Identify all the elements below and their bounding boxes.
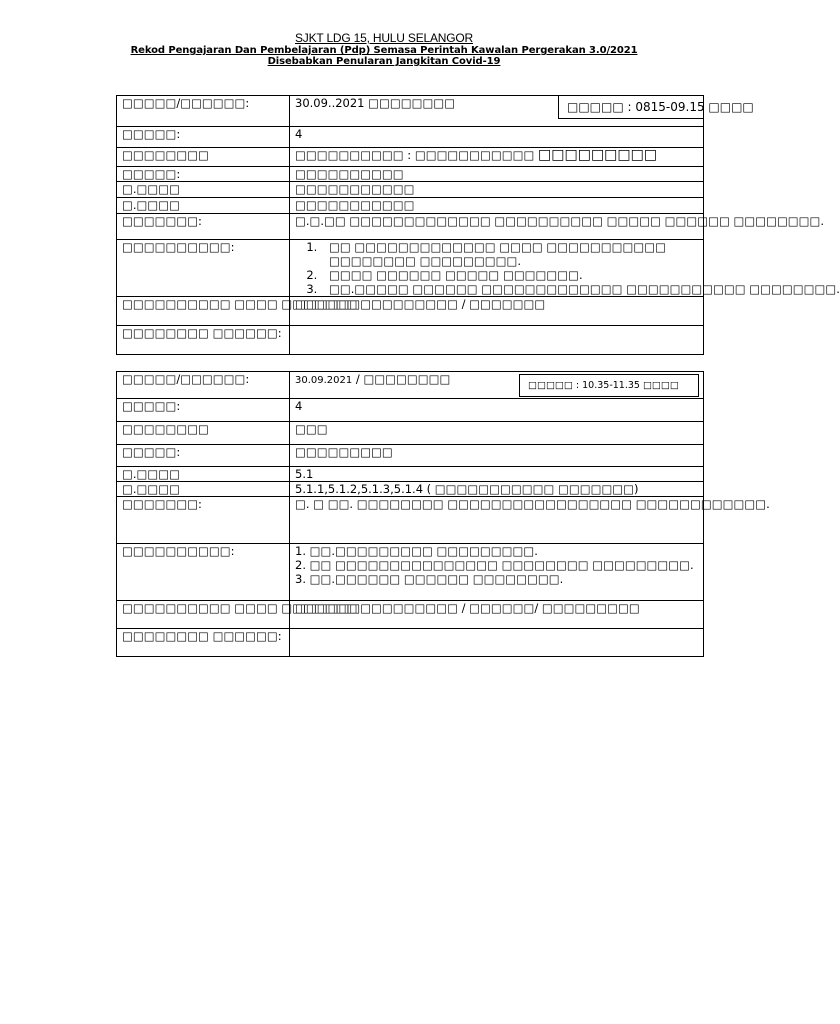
label-media: □□□□□□□□□□ □□□□ □□□□□□□ — [117, 601, 290, 629]
cell-activity — [290, 240, 840, 297]
activity-list — [295, 544, 698, 586]
value-objective: □. □ □□. □□□□□□□□ □□□□□□□□□□□□□□□□□ □□□□□□□□□□□□. — [290, 497, 704, 544]
value-content-standard: □□□□□□□□□□□ — [290, 182, 704, 198]
row-reflection — [117, 326, 704, 355]
school-name: SJKT LDG 15, HULU SELANGOR — [295, 31, 473, 45]
value-content-standard: 5.1 — [290, 467, 704, 482]
label-content-standard: □.□□□□ — [117, 182, 290, 198]
row-activity — [117, 544, 704, 601]
label-objective: □□□□□□□: — [117, 214, 290, 240]
cell-date — [290, 372, 704, 399]
row-learning-standard — [117, 198, 704, 214]
label-date: □□□□□/□□□□□□: — [117, 96, 290, 127]
list-item: 3. □□.□□□□□□ □□□□□□ □□□□□□□□. — [295, 572, 564, 586]
activity-list — [295, 240, 840, 296]
value-topic: □□□□□□□□□ — [290, 445, 704, 467]
label-content-standard: □.□□□□ — [117, 467, 290, 482]
row-topic — [117, 167, 704, 182]
cell-subject — [290, 148, 704, 167]
value-topic: □□□□□□□□□□ — [290, 167, 704, 182]
value-class: 4 — [290, 127, 704, 148]
label-class: □□□□□: — [117, 127, 290, 148]
list-item: 1. □□ □□□□□□□□□□□□□ □□□□ □□□□□□□□□□□ □□□□□□□□ □□□□□□□□□. — [321, 240, 698, 268]
label-media: □□□□□□□□□□ □□□□ □□□□□□□ — [117, 297, 290, 326]
row-content-standard — [117, 182, 704, 198]
value-subject-b: □□□□□□□□□ — [538, 147, 658, 163]
row-class — [117, 399, 704, 422]
row-date — [117, 372, 704, 399]
value-media: □□□□□□□□□□□□□□□ / □□□□□□□ — [290, 297, 704, 326]
value-date: 30.09..2021 □□□□□□□□ — [295, 96, 456, 110]
row-activity — [117, 240, 704, 297]
row-class — [117, 127, 704, 148]
value-class: 4 — [290, 399, 704, 422]
value-subject: □□□ — [290, 422, 704, 445]
label-activity: □□□□□□□□□□: — [117, 544, 290, 601]
time-box: □□□□□ : 0815-09.15 □□□□ — [558, 95, 704, 119]
label-reflection: □□□□□□□□ □□□□□□: — [117, 326, 290, 355]
value-learning-standard: □□□□□□□□□□□ — [290, 198, 704, 214]
label-subject: □□□□□□□□ — [117, 422, 290, 445]
row-reflection — [117, 629, 704, 657]
label-class: □□□□□: — [117, 399, 290, 422]
document-subtitle — [0, 45, 768, 67]
value-reflection — [290, 326, 704, 355]
row-topic — [117, 445, 704, 467]
label-reflection: □□□□□□□□ □□□□□□: — [117, 629, 290, 657]
value-reflection — [290, 629, 704, 657]
value-objective: □.□.□□ □□□□□□□□□□□□□ □□□□□□□□□□ □□□□□ □□□□□□ □□□□□□□□. — [290, 214, 704, 240]
label-learning-standard: □.□□□□ — [117, 482, 290, 497]
row-media — [117, 601, 704, 629]
value-learning-standard: 5.1.1,5.1.2,5.1.3,5.1.4 ( □□□□□□□□□□□ □□□□□□□) — [290, 482, 704, 497]
row-objective — [117, 497, 704, 544]
time-box: □□□□□ : 10.35-11.35 □□□□ — [519, 374, 699, 397]
list-item: 3. □□.□□□□□ □□□□□□ □□□□□□□□□□□□□ □□□□□□□□□□□ □□□□□□□□. — [321, 282, 698, 296]
row-media — [117, 297, 704, 326]
label-objective: □□□□□□□: — [117, 497, 290, 544]
list-item: 2. □□ □□□□□□□□□□□□□□□ □□□□□□□□ □□□□□□□□□. — [295, 558, 694, 572]
row-objective — [117, 214, 704, 240]
lesson-record-2 — [116, 371, 770, 657]
label-date: □□□□□/□□□□□□: — [117, 372, 290, 399]
label-activity: □□□□□□□□□□: — [117, 240, 290, 297]
value-media: □□□□□□□□□□□□□□□ / □□□□□□/ □□□□□□□□□ — [290, 601, 704, 629]
subtitle-line-1: Rekod Pengajaran Dan Pembelajaran (Pdp) Semasa Perintah Kawalan Pergerakan 3.0/2021 — [130, 45, 638, 56]
row-learning-standard — [117, 482, 704, 497]
row-subject — [117, 148, 704, 167]
label-topic: □□□□□: — [117, 445, 290, 467]
row-content-standard — [117, 467, 704, 482]
lesson-record-1 — [116, 95, 840, 355]
label-learning-standard: □.□□□□ — [117, 198, 290, 214]
list-item: 1. □□.□□□□□□□□□ □□□□□□□□□. — [295, 544, 538, 558]
label-subject: □□□□□□□□ — [117, 148, 290, 167]
row-date — [117, 96, 704, 127]
row-subject — [117, 422, 704, 445]
cell-activity — [290, 544, 704, 601]
value-date-a: 30.09.2021 — [295, 375, 353, 386]
list-item: 2. □□□□ □□□□□□ □□□□□ □□□□□□□. — [321, 268, 698, 282]
value-date-b: / □□□□□□□□ — [352, 372, 451, 386]
cell-date — [290, 96, 754, 127]
value-subject-a: □□□□□□□□□□ : □□□□□□□□□□□ — [295, 148, 535, 162]
subtitle-line-2: Disebabkan Penularan Jangkitan Covid-19 — [267, 56, 501, 67]
label-topic: □□□□□: — [117, 167, 290, 182]
document-header — [0, 31, 768, 67]
